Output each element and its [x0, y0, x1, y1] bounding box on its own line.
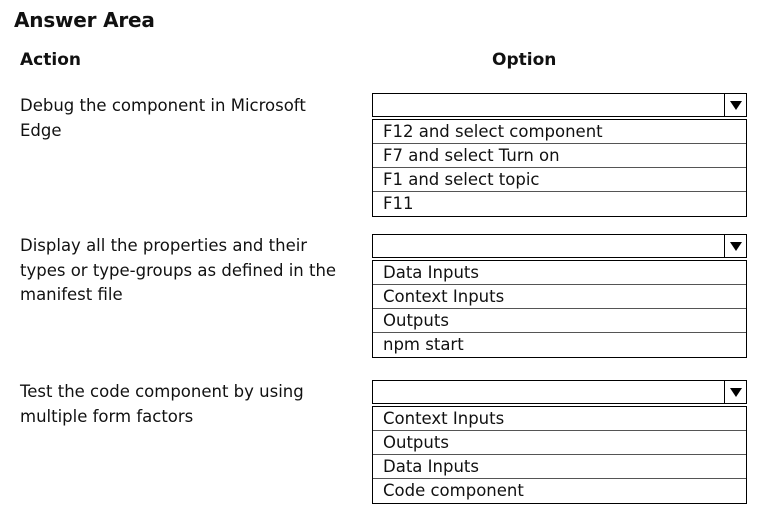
dropdown-option[interactable]: Data Inputs	[373, 261, 746, 285]
dropdown-option[interactable]: Code component	[383, 481, 524, 500]
dropdown-option[interactable]: F1 and select topic	[373, 168, 746, 192]
dropdown-select-box[interactable]	[372, 380, 747, 404]
dropdown-display-properties[interactable]	[372, 234, 747, 358]
dropdown-option[interactable]: F7 and select Turn on	[373, 144, 746, 168]
answer-area-title: Answer Area	[14, 8, 155, 32]
option-column-header: Option	[492, 50, 557, 70]
dropdown-option[interactable]: F11	[383, 194, 414, 213]
dropdown-option[interactable]: Context Inputs	[373, 285, 746, 309]
dropdown-option[interactable]: Data Inputs	[373, 455, 746, 479]
dropdown-option[interactable]: Outputs	[373, 309, 746, 333]
chevron-down-icon	[730, 242, 742, 251]
dropdown-select-box[interactable]	[372, 234, 747, 258]
action-column-header: Action	[20, 50, 81, 70]
dropdown-options	[372, 119, 747, 217]
chevron-down-icon	[730, 101, 742, 110]
dropdown-option[interactable]: Outputs	[373, 431, 746, 455]
dropdown-options	[372, 260, 747, 358]
dropdown-debug[interactable]	[372, 93, 747, 217]
dropdown-option[interactable]: F12 and select component	[373, 120, 746, 144]
dropdown-option[interactable]: Context Inputs	[373, 407, 746, 431]
chevron-down-icon	[730, 388, 742, 397]
action-text-debug: Debug the component in Microsoft Edge	[20, 96, 306, 140]
dropdown-test-code-component[interactable]	[372, 380, 747, 504]
action-text-display-properties: Display all the properties and their types or type-groups as defined in the manifest file	[20, 236, 337, 304]
dropdown-arrow-button[interactable]	[724, 381, 746, 403]
dropdown-arrow-button[interactable]	[724, 94, 746, 116]
dropdown-select-box[interactable]	[372, 93, 747, 117]
dropdown-option[interactable]: npm start	[383, 335, 464, 354]
action-text-test-code-component: Test the code component by using multiple form factors	[20, 382, 304, 426]
dropdown-arrow-button[interactable]	[724, 235, 746, 257]
dropdown-options	[372, 406, 747, 504]
